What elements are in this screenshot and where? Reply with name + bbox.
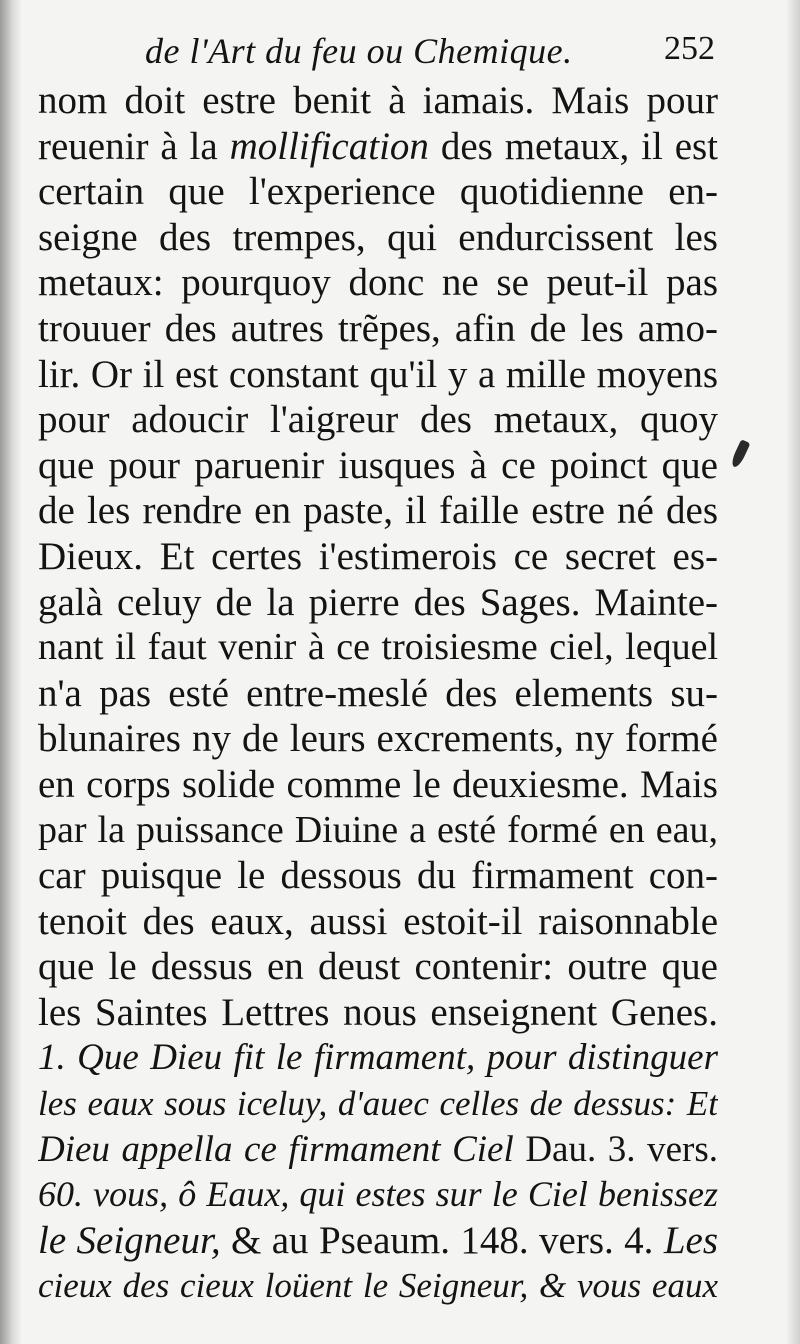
- quote-span: Les: [663, 1218, 718, 1262]
- page-number: 252: [664, 30, 715, 67]
- text-line: de les rendre en paste, il faille estre né des: [38, 489, 718, 533]
- quote-span: le Seigneur,: [38, 1218, 221, 1262]
- text-span: reuenir à la: [38, 124, 218, 168]
- text-line: seigne des trempes, qui endurcissent les: [38, 215, 718, 259]
- text-line: nant il faut venir à ce troisiesme ciel, lequel: [38, 626, 718, 669]
- quote-line: les eaux sous iceluy, d'auec celles de dessus: Et: [38, 1084, 718, 1124]
- text-line: par la puissance Diuine a esté formé en eau,: [38, 808, 718, 851]
- page-edge-shadow: [786, 0, 800, 1344]
- text-line: galà celuy de la pierre des Sages. Mainte-: [38, 580, 718, 624]
- quote-line: 1. Que Dieu fit le firmament, pour distinguer: [38, 1037, 718, 1079]
- quote-line: 60. vous, ô Eaux, qui estes sur le Ciel benissez: [38, 1174, 718, 1215]
- text-line: pour adoucir l'aigreur des metaux, quoy: [38, 398, 718, 442]
- quote-line: cieux des cieux loüent le Seigneur, & vous eaux: [38, 1266, 718, 1306]
- text-line: n'a pas esté entre-meslé des elements su-: [38, 671, 718, 715]
- text-line: car puisque le dessous du firmament con-: [38, 854, 718, 898]
- citation-span: Dau. 3. vers.: [525, 1128, 718, 1170]
- running-title: de l'Art du feu ou Chemique.: [145, 31, 573, 71]
- text-line: certain que l'experience quotidienne en-: [38, 170, 718, 214]
- text-line: [38, 124, 718, 170]
- text-line: que le dessus en deust contenir: outre que: [38, 945, 718, 989]
- text-line: trouuer des autres trẽpes, afin de les amo-: [38, 306, 718, 350]
- body-text: [38, 78, 718, 1309]
- text-line: nom doit estre benit à iamais. Mais pour: [38, 79, 718, 122]
- text-line: les Saintes Lettres nous enseignent Genes.: [38, 990, 718, 1034]
- quote-span: Dieu appella ce firmament Ciel: [38, 1128, 514, 1170]
- text-span: des metaux, il est: [440, 124, 718, 168]
- text-line: lir. Or il est constant qu'il y a mille moyens: [38, 352, 718, 396]
- text-line: que pour paruenir iusques à ce poinct que: [38, 443, 718, 487]
- citation-span: & au Pseaum. 148. vers. 4.: [231, 1218, 654, 1262]
- text-line: Dieux. Et certes i'estimerois ce secret es-: [38, 534, 718, 578]
- text-line: tenoit des eaux, aussi estoit-il raisonnable: [38, 899, 718, 943]
- margin-ink-mark: [730, 439, 751, 469]
- emphasis-word: mollification: [229, 124, 429, 168]
- page-gutter-shadow: [0, 0, 22, 1344]
- text-line: en corps solide comme le deuxiesme. Mais: [38, 762, 718, 806]
- quote-line: [38, 1218, 718, 1264]
- page-header: [145, 28, 715, 76]
- text-line: blunaires ny de leurs excrements, ny formé: [38, 717, 718, 761]
- text-line: metaux: pourquoy donc ne se peut-il pas: [38, 261, 718, 305]
- quote-line: [38, 1127, 718, 1173]
